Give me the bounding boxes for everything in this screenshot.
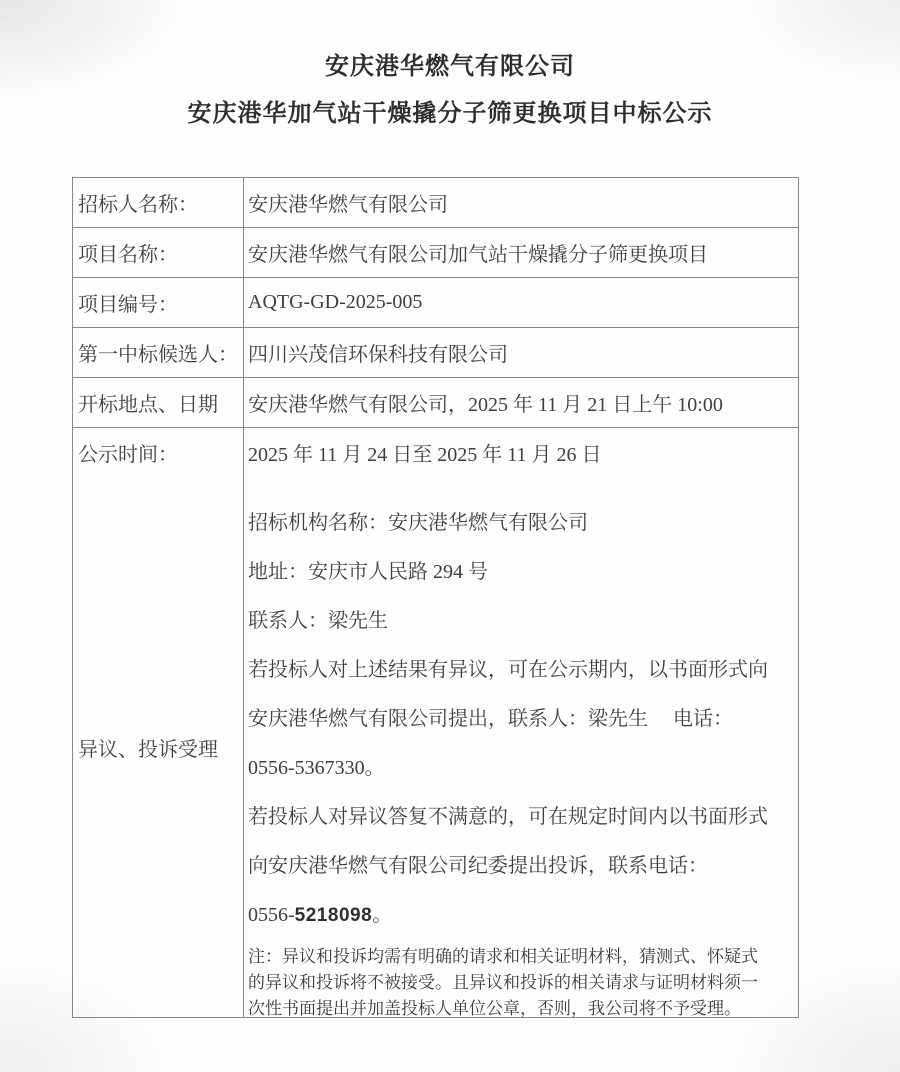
row-label: 招标人名称： — [73, 178, 244, 227]
objection-line — [248, 842, 798, 891]
row-value: 安庆港华燃气有限公司加气站干燥撬分子筛更换项目 — [248, 244, 708, 266]
objection-line — [248, 597, 798, 646]
objection-line — [248, 891, 798, 940]
text-segment: 联系人：梁先生 — [248, 610, 388, 632]
table-rows — [73, 178, 798, 477]
objection-line — [248, 793, 798, 842]
text-segment: 招标机构名称：安庆港华燃气有限公司 — [248, 512, 588, 534]
table-row — [73, 278, 798, 328]
text-segment: 若投标人对上述结果有异议，可在公示期内，以书面形式向 — [248, 659, 768, 681]
objection-text — [248, 499, 798, 940]
objection-line — [248, 646, 798, 695]
text-segment: 若投标人对异议答复不满意的，可在规定时间内以书面形式 — [248, 806, 768, 828]
row-label: 项目编号： — [73, 278, 244, 327]
row-label: 第一中标候选人： — [73, 328, 244, 377]
row-value-objection — [244, 477, 798, 1017]
objection-line — [248, 744, 798, 793]
row-value: 2025 年 11 月 24 日至 2025 年 11 月 26 日 — [248, 444, 602, 466]
row-label: 开标地点、日期 — [73, 378, 244, 427]
row-value: 安庆港华燃气有限公司 — [248, 194, 448, 216]
table-row — [73, 328, 798, 378]
text-segment: 0556- — [248, 904, 295, 926]
text-segment: 地址：安庆市人民路 294 号 — [248, 561, 488, 583]
page-title: 安庆港华燃气有限公司 — [325, 54, 575, 80]
tender-info-table — [72, 177, 799, 1018]
row-value: 四川兴茂信环保科技有限公司 — [248, 344, 508, 366]
objection-line — [248, 499, 798, 548]
table-row — [73, 378, 798, 428]
row-label: 公示时间： — [73, 428, 244, 477]
phone-number-accent: 5218098 — [294, 905, 373, 926]
row-label: 项目名称： — [73, 228, 244, 277]
objection-line — [248, 695, 798, 744]
row-value: 安庆港华燃气有限公司，2025 年 11 月 21 日上午 10:00 — [248, 394, 723, 416]
page-subtitle: 安庆港华加气站干燥撬分子筛更换项目中标公示 — [187, 101, 713, 127]
table-row — [73, 228, 798, 278]
objection-line — [248, 548, 798, 597]
table-row — [73, 428, 798, 477]
note-line: 的异议和投诉将不被接受。且异议和投诉的相关请求与证明材料须一 — [248, 973, 758, 992]
text-segment: 安庆港华燃气有限公司提出，联系人：梁先生 电话： — [248, 708, 733, 730]
text-segment: 0556-5367330。 — [248, 757, 385, 779]
table-row — [73, 178, 798, 228]
text-segment: 。 — [372, 904, 393, 926]
note-line: 注：异议和投诉均需有明确的请求和相关证明材料，猜测式、怀疑式 — [248, 947, 758, 966]
table-row-objection — [73, 477, 798, 1017]
objection-note — [248, 944, 798, 1022]
row-value: AQTG-GD-2025-005 — [248, 291, 423, 313]
note-line: 次性书面提出并加盖投标人单位公章，否则，我公司将不予受理。 — [248, 999, 741, 1018]
row-label-objection: 异议、投诉受理 — [73, 477, 244, 1017]
text-segment: 向安庆港华燃气有限公司纪委提出投诉，联系电话： — [248, 855, 708, 877]
